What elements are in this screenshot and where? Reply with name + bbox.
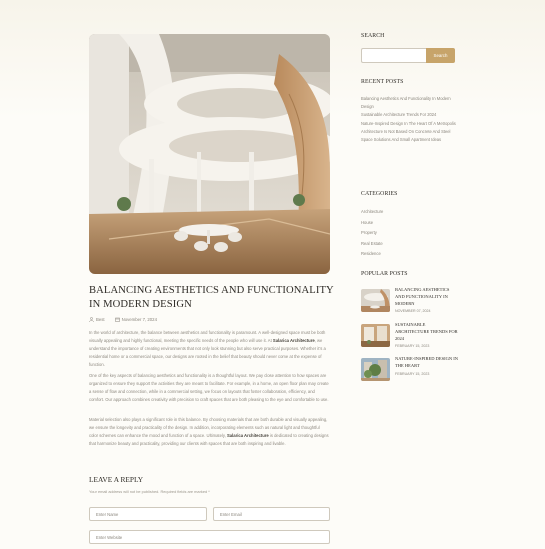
popular-post-thumbnail[interactable] <box>361 289 390 312</box>
search-button[interactable]: Search <box>426 48 455 63</box>
popular-post-date: FEBRUARY 15, 2023 <box>395 372 430 376</box>
post-author[interactable] <box>89 317 105 322</box>
popular-post-thumbnail[interactable] <box>361 358 390 381</box>
popular-post-item[interactable] <box>361 356 461 382</box>
recent-posts-list <box>361 95 461 144</box>
post-meta <box>89 317 157 322</box>
categories-heading: CATEGORIES <box>361 191 398 197</box>
search-input[interactable] <box>361 48 427 63</box>
name-field[interactable]: Enter Name <box>89 507 207 521</box>
recent-post-link[interactable]: Nature-Inspired Design In The Heart Of A Metropolis <box>361 120 456 126</box>
recent-posts-heading: RECENT POSTS <box>361 79 404 85</box>
website-field[interactable]: Enter Website <box>89 530 330 544</box>
popular-post-date: FEBRUARY 15, 2023 <box>395 344 430 348</box>
popular-post-title[interactable]: SUSTAINABLE ARCHITECTURE TRENDS FOR 2024 <box>395 322 458 341</box>
post-paragraph <box>89 329 329 369</box>
calendar-icon <box>115 317 120 322</box>
search-heading: SEARCH <box>361 33 385 39</box>
popular-post-item[interactable] <box>361 287 461 313</box>
category-link[interactable]: House <box>361 219 374 225</box>
category-link[interactable]: Property <box>361 230 377 236</box>
email-field[interactable]: Enter Email <box>213 507 330 521</box>
user-icon <box>89 317 94 322</box>
post-date <box>115 317 157 322</box>
comment-form-note: Your email address will not be published. Required fields are marked * <box>89 489 210 494</box>
text-run: , we understand the importance of creating environments that not only look stunning but also serve practical purposes. Whether it's a residential home or a commercial space, our designs are rooted in the belief that beauty should never come at the expense of function. <box>89 337 326 367</box>
recent-post-link[interactable]: Space Solutions And Small Apartment Ideas <box>361 137 442 143</box>
popular-posts-heading: POPULAR POSTS <box>361 271 408 277</box>
post-author-name: Best <box>96 317 105 322</box>
category-link[interactable]: Real Estate <box>361 240 383 246</box>
bold-text: Salarica Architecture <box>272 337 315 343</box>
post-title: BALANCING AESTHETICS AND FUNCTIONALITY IN MODERN DESIGN <box>89 285 334 310</box>
category-link[interactable]: Residence <box>361 251 381 257</box>
popular-post-item[interactable] <box>361 322 461 348</box>
popular-post-title[interactable]: BALANCING AESTHETICS AND FUNCTIONALITY IN MODERN <box>395 287 450 306</box>
post-date-text: November 7, 2024 <box>121 317 157 322</box>
popular-post-title[interactable]: NATURE-INSPIRED DESIGN IN THE HEART <box>395 356 458 368</box>
comment-form-heading: LEAVE A REPLY <box>89 475 144 484</box>
post-paragraph <box>89 416 329 448</box>
recent-post-link[interactable]: Balancing Aesthetics And Functionality In Modern Design <box>361 96 451 110</box>
category-link[interactable]: Architecture <box>361 209 384 214</box>
post-paragraph: One of the key aspects of balancing aesthetics and functionality is a thoughtful layout. We pay close attention to how spaces are organized to ensure they support the activities they are meant to facilitate. For example, in a home, an open floor plan may create a sense of flow and connection, while in a commercial setting, we focus on layouts that foster collaboration, efficiency, and comfort. Our approach combines creativity with precision to craft spaces that are both pleasing to the eye and comfortable to use. <box>89 373 329 402</box>
popular-post-date: NOVEMBER 07, 2024 <box>395 309 431 313</box>
text-run: Material selection also plays a significant role in this balance. By choosing materials that are both durable and visually appealing, we ensure the longevity and practicality of the design. In addition, incorporating elements such as natural light and thoughtful color schemes can enhance the mood and function of a space. Ultimately, <box>89 417 328 438</box>
text-run: In the world of architecture, the balance between aesthetics and functionality is paramount. A well-designed space must be both visually appealing and highly functional, meeting the specific needs of the people who will use it. At <box>89 330 326 343</box>
recent-post-link[interactable]: Architecture Is Not Based On Concrete And Steel <box>361 128 451 134</box>
popular-post-thumbnail[interactable] <box>361 324 390 347</box>
featured-image <box>89 34 330 274</box>
categories-list <box>361 207 383 260</box>
bold-text: Salarica Architecture <box>226 432 269 438</box>
recent-post-link[interactable]: Sustainable Architecture Trends For 2024 <box>361 112 437 118</box>
text-run: is dedicated to creating designs that harmonize beauty and practicality, providing our clients with spaces that are both inspiring and livable. <box>89 432 329 446</box>
